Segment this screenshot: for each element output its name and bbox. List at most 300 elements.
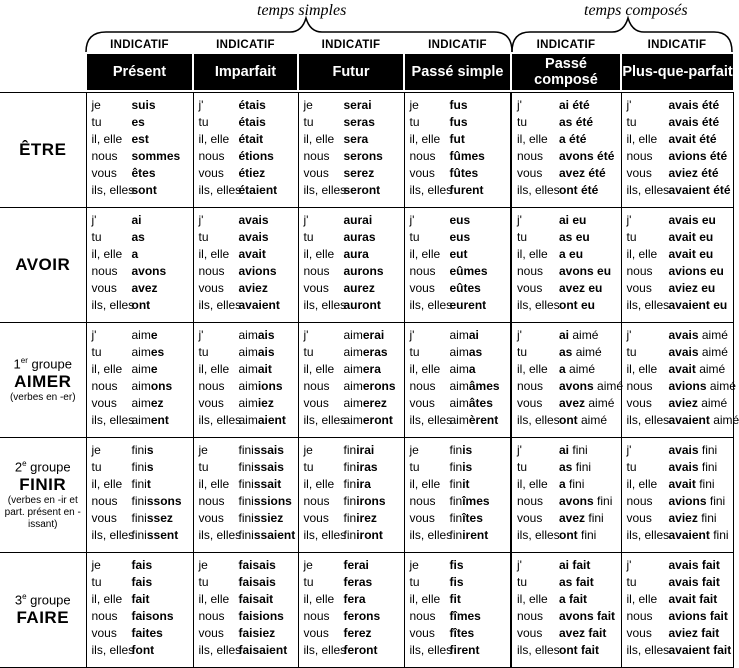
conjugation-line: [625, 574, 733, 591]
pronoun: nous: [409, 264, 436, 278]
verb-row: [0, 438, 733, 553]
verb-note: (verbes en -ir et part. présent en -issant): [4, 494, 81, 530]
tense-group-braces: [0, 0, 735, 40]
conjugation-line: [90, 246, 193, 263]
verb-form: ai: [131, 213, 142, 227]
pronoun: vous: [409, 396, 435, 410]
conjugation-table: [0, 36, 739, 668]
verb-form: ferez: [343, 626, 372, 640]
verb-form: étais: [238, 98, 266, 112]
verb-form: aimez: [131, 396, 164, 410]
conjugation-line: [408, 165, 511, 182]
conjugation-line: [408, 395, 511, 412]
pronoun: ils, elles: [91, 183, 135, 197]
conjugation-line: [625, 442, 733, 459]
pronoun: ils, elles: [198, 298, 242, 312]
pronoun: ils, elles: [303, 413, 347, 427]
tense-header: Passé simple: [404, 54, 511, 90]
verb-row: [0, 323, 733, 438]
conjugation-line: [515, 591, 621, 608]
verb-form: avais fait: [668, 558, 720, 572]
group-label-compose: temps composés: [584, 2, 688, 19]
verb-form: a eu: [559, 247, 584, 261]
pronoun: il, elle: [517, 247, 548, 261]
verb-form: finirez: [343, 511, 377, 525]
verb-form: avez fini: [559, 511, 604, 525]
pronoun: j': [517, 443, 522, 457]
pronoun: nous: [409, 149, 436, 163]
verb-form: fis: [449, 575, 464, 589]
pronoun: vous: [517, 396, 543, 410]
conjugation-line: [90, 97, 193, 114]
verb-form: finirons: [343, 494, 386, 508]
verb-infinitive: ÊTRE: [19, 140, 67, 159]
pronoun: il, elle: [517, 592, 548, 606]
conjugation-cell: [298, 553, 404, 668]
conjugation-line: [625, 148, 733, 165]
verb-form: font: [131, 643, 155, 657]
conjugation-line: [90, 625, 193, 642]
verb-form: avaient fait: [668, 643, 732, 657]
conjugation-line: [408, 459, 511, 476]
pronoun: nous: [409, 379, 436, 393]
verb-form: eûmes: [449, 264, 488, 278]
conjugation-line: [302, 608, 404, 625]
conjugation-cell: [404, 323, 511, 438]
pronoun: vous: [91, 166, 117, 180]
verb-form: aimions: [238, 379, 283, 393]
verb-form: aviez aimé: [668, 396, 728, 410]
pronoun: ils, elles: [517, 298, 560, 312]
verb-form: fîtes: [449, 626, 475, 640]
verb-form: fûtes: [449, 166, 479, 180]
verb-form: finissons: [131, 494, 182, 508]
conjugation-line: [90, 574, 193, 591]
conjugation-line: [515, 361, 621, 378]
conjugation-line: [515, 608, 621, 625]
mood-label: INDICATIF: [110, 39, 169, 51]
pronoun: nous: [303, 494, 330, 508]
conjugation-line: [515, 510, 621, 527]
verb-form: avons fait: [559, 609, 616, 623]
conjugation-line: [90, 263, 193, 280]
pronoun: ils, elles: [198, 528, 242, 542]
pronoun: ils, elles: [626, 643, 670, 657]
pronoun: nous: [517, 609, 544, 623]
pronoun: nous: [303, 379, 330, 393]
pronoun: tu: [303, 115, 314, 129]
group-label-simple: temps simples: [257, 2, 347, 19]
pronoun: nous: [198, 494, 225, 508]
verb-form: aurai: [343, 213, 373, 227]
conjugation-line: [408, 574, 511, 591]
verb-form: avais fait: [668, 575, 720, 589]
conjugation-line: [197, 361, 298, 378]
conjugation-line: [197, 412, 298, 429]
pronoun: tu: [198, 460, 209, 474]
conjugation-line: [90, 361, 193, 378]
verb-form: aimes: [131, 345, 165, 359]
conjugation-line: [408, 148, 511, 165]
conjugation-line: [90, 557, 193, 574]
verb-form: était: [238, 132, 264, 146]
conjugation-cell: [511, 323, 624, 438]
conjugation-line: [197, 608, 298, 625]
verb-form: avait fait: [668, 592, 718, 606]
conjugation-line: [302, 527, 404, 544]
verb-form: finissais: [238, 443, 284, 457]
verb-form: avait été: [668, 132, 717, 146]
conjugation-line: [408, 510, 511, 527]
pronoun: ils, elles: [626, 413, 670, 427]
pronoun: tu: [409, 230, 420, 244]
pronoun: ils, elles: [517, 183, 560, 197]
conjugation-line: [408, 642, 511, 659]
pronoun: il, elle: [91, 362, 123, 376]
pronoun: il, elle: [198, 247, 230, 261]
conjugation-line: [515, 165, 621, 182]
conjugation-line: [408, 344, 511, 361]
conjugation-line: [90, 412, 193, 429]
verb-form: auront: [343, 298, 381, 312]
conjugation-line: [90, 212, 193, 229]
pronoun: il, elle: [409, 362, 441, 376]
pronoun: tu: [626, 575, 637, 589]
pronoun: tu: [409, 115, 420, 129]
conjugation-line: [302, 361, 404, 378]
pronoun: ils, elles: [198, 183, 242, 197]
verb-form: aviez été: [668, 166, 719, 180]
pronoun: il, elle: [198, 592, 230, 606]
verb-form: avaient eu: [668, 298, 728, 312]
verb-form: ai eu: [559, 213, 587, 227]
verb-form: seront: [343, 183, 381, 197]
pronoun: vous: [409, 166, 435, 180]
conjugation-cell: [193, 208, 298, 323]
verb-form: faisait: [238, 592, 274, 606]
verb-form: finissiez: [238, 511, 284, 525]
pronoun: vous: [303, 511, 329, 525]
verb-form: finîmes: [449, 494, 490, 508]
pronoun: vous: [409, 281, 435, 295]
verb-infinitive: FAIRE: [16, 607, 70, 627]
verb-form: feras: [343, 575, 373, 589]
conjugation-line: [515, 327, 621, 344]
conjugation-cell: [511, 93, 621, 208]
verb-form: a fait: [559, 592, 588, 606]
conjugation-cell: [511, 208, 621, 323]
verb-label-cell: [0, 323, 86, 438]
conjugation-line: [197, 97, 298, 114]
verb-form: aimèrent: [449, 413, 499, 427]
conjugation-line: [302, 344, 404, 361]
verb-form: finissait: [238, 477, 282, 491]
conjugation-cell: [298, 438, 404, 553]
pronoun: vous: [626, 626, 652, 640]
verb-form: avais été: [668, 115, 720, 129]
conjugation-line: [625, 229, 733, 246]
verb-note: (verbes en -er): [9, 391, 76, 403]
verb-form: eurent: [449, 298, 487, 312]
conjugation-line: [625, 378, 736, 395]
verb-form: aimerons: [343, 379, 396, 393]
pronoun: nous: [198, 149, 225, 163]
conjugation-cell: [298, 323, 404, 438]
verb-infinitive: AIMER: [14, 371, 72, 391]
verb-form: avions été: [668, 149, 728, 163]
verb-form: aimerez: [343, 396, 387, 410]
conjugation-cell: [86, 323, 193, 438]
pronoun: il, elle: [517, 132, 548, 146]
verb-form: aime: [131, 328, 158, 342]
pronoun: je: [303, 558, 313, 572]
pronoun: nous: [626, 379, 653, 393]
conjugation-line: [90, 280, 193, 297]
verb-form: fut: [449, 132, 465, 146]
verb-form: fîmes: [449, 609, 481, 623]
conjugation-line: [515, 148, 621, 165]
verb-form: eus: [449, 213, 471, 227]
conjugation-line: [197, 493, 298, 510]
conjugation-line: [515, 493, 621, 510]
verb-form: as fait: [559, 575, 594, 589]
verb-form: avais fini: [668, 460, 718, 474]
pronoun: il, elle: [626, 362, 658, 376]
pronoun: tu: [626, 460, 637, 474]
conjugation-line: [197, 280, 298, 297]
conjugation-line: [302, 442, 404, 459]
conjugation-line: [90, 510, 193, 527]
pronoun: nous: [626, 264, 653, 278]
conjugation-line: [408, 493, 511, 510]
conjugation-line: [408, 378, 511, 395]
conjugation-line: [197, 263, 298, 280]
pronoun: ils, elles: [303, 183, 347, 197]
conjugation-line: [625, 327, 733, 344]
verb-form: aimais: [238, 345, 275, 359]
conjugation-line: [515, 280, 621, 297]
conjugation-line: [408, 297, 511, 314]
conjugation-line: [625, 493, 733, 510]
conjugation-line: [197, 297, 298, 314]
pronoun: ils, elles: [303, 298, 347, 312]
verb-form: faisaient: [238, 643, 288, 657]
conjugation-line: [90, 459, 193, 476]
verb-form: avaient: [238, 298, 280, 312]
verb-form: sont: [131, 183, 157, 197]
verb-form: étions: [238, 149, 274, 163]
verb-form: avons aimé: [559, 379, 624, 393]
conjugation-line: [302, 476, 404, 493]
conjugation-line: [302, 378, 404, 395]
pronoun: vous: [517, 166, 543, 180]
conjugation-line: [302, 229, 404, 246]
verb-form: aimaient: [238, 413, 286, 427]
verb-form: aimiez: [238, 396, 274, 410]
verb-row: [0, 208, 733, 323]
pronoun: je: [91, 98, 101, 112]
pronoun: il, elle: [303, 362, 335, 376]
conjugation-line: [515, 263, 621, 280]
verb-label-cell: [0, 438, 86, 553]
conjugation-line: [302, 591, 404, 608]
conjugation-line: [90, 229, 193, 246]
conjugation-line: [408, 527, 511, 544]
verb-form: avais fini: [668, 443, 718, 457]
verb-form: firent: [449, 643, 480, 657]
conjugation-line: [90, 297, 193, 314]
verb-form: finira: [343, 477, 371, 491]
verb-form: avait: [238, 247, 266, 261]
pronoun: il, elle: [409, 247, 441, 261]
verb-form: finîtes: [449, 511, 483, 525]
conjugation-cell: [86, 553, 193, 668]
verb-form: avaient fini: [668, 528, 729, 542]
verb-form: finirent: [449, 528, 489, 542]
verb-form: aimai: [449, 328, 479, 342]
verb-form: avait aimé: [668, 362, 726, 376]
pronoun: j': [198, 98, 204, 112]
conjugation-line: [90, 476, 193, 493]
pronoun: ils, elles: [409, 413, 453, 427]
pronoun: j': [517, 558, 522, 572]
pronoun: vous: [303, 281, 329, 295]
verb-form: avions fait: [668, 609, 728, 623]
conjugation-line: [197, 510, 298, 527]
verb-form: es: [131, 115, 145, 129]
pronoun: j': [91, 213, 97, 227]
conjugation-line: [302, 493, 404, 510]
verb-form: ont fait: [559, 643, 599, 657]
conjugation-line: [515, 476, 621, 493]
conjugation-line: [197, 574, 298, 591]
mood-label: INDICATIF: [536, 39, 596, 51]
verb-form: a été: [559, 132, 587, 146]
conjugation-line: [408, 229, 511, 246]
pronoun: nous: [91, 149, 118, 163]
pronoun: nous: [626, 494, 653, 508]
pronoun: il, elle: [303, 477, 335, 491]
pronoun: vous: [626, 396, 652, 410]
conjugation-cell: [86, 208, 193, 323]
conjugation-line: [625, 642, 733, 659]
conjugation-line: [90, 114, 193, 131]
conjugation-line: [625, 591, 733, 608]
pronoun: nous: [303, 149, 330, 163]
verb-form: fait: [131, 592, 150, 606]
pronoun: vous: [303, 626, 329, 640]
verb-form: avait eu: [668, 247, 714, 261]
verb-form: aimerai: [343, 328, 385, 342]
conjugation-cell: [193, 438, 298, 553]
conjugation-cell: [193, 323, 298, 438]
verb-form: aime: [131, 362, 158, 376]
pronoun: il, elle: [303, 132, 335, 146]
conjugation-line: [625, 97, 733, 114]
pronoun: nous: [198, 264, 225, 278]
conjugation-line: [408, 97, 511, 114]
conjugation-line: [625, 297, 733, 314]
pronoun: ils, elles: [626, 298, 670, 312]
conjugation-line: [625, 395, 733, 412]
verb-form: étiez: [238, 166, 266, 180]
conjugation-cell: [298, 93, 404, 208]
conjugation-line: [197, 327, 298, 344]
pronoun: tu: [91, 575, 102, 589]
conjugation-line: [515, 574, 621, 591]
mood-label: INDICATIF: [647, 39, 707, 51]
pronoun: je: [198, 443, 208, 457]
pronoun: il, elle: [626, 247, 658, 261]
conjugation-line: [515, 97, 621, 114]
conjugation-line: [625, 625, 733, 642]
conjugation-line: [302, 263, 404, 280]
conjugation-cell: [621, 553, 733, 668]
conjugation-line: [197, 642, 298, 659]
pronoun: il, elle: [303, 592, 335, 606]
conjugation-line: [197, 459, 298, 476]
pronoun: j': [626, 443, 632, 457]
conjugation-cell: [404, 438, 511, 553]
conjugation-line: [408, 212, 511, 229]
conjugation-line: [302, 148, 404, 165]
verb-form: avait eu: [668, 230, 714, 244]
conjugation-line: [625, 344, 733, 361]
conjugation-cell: [621, 323, 739, 438]
pronoun: nous: [517, 379, 544, 393]
pronoun: nous: [517, 264, 544, 278]
pronoun: tu: [517, 575, 528, 589]
conjugation-line: [515, 625, 621, 642]
verb-form: avons: [131, 264, 167, 278]
conjugation-cell: [621, 438, 733, 553]
verb-form: sommes: [131, 149, 181, 163]
conjugation-line: [302, 297, 404, 314]
conjugation-line: [90, 131, 193, 148]
conjugation-line: [515, 297, 621, 314]
conjugation-line: [625, 527, 733, 544]
verb-form: ont eu: [559, 298, 596, 312]
pronoun: vous: [198, 626, 224, 640]
conjugation-line: [515, 557, 621, 574]
conjugation-line: [515, 395, 621, 412]
pronoun: tu: [303, 460, 314, 474]
conjugation-line: [408, 442, 511, 459]
verb-form: avais: [238, 230, 269, 244]
pronoun: tu: [198, 345, 209, 359]
verb-form: avais: [238, 213, 269, 227]
verb-form: avons eu: [559, 264, 612, 278]
verb-form: avons été: [559, 149, 615, 163]
tense-header: Imparfait: [193, 54, 298, 90]
pronoun: il, elle: [91, 477, 123, 491]
conjugation-line: [302, 182, 404, 199]
conjugation-line: [302, 165, 404, 182]
verb-form: avais été: [668, 98, 720, 112]
conjugation-cell: [193, 93, 298, 208]
conjugation-line: [197, 182, 298, 199]
conjugation-line: [197, 625, 298, 642]
pronoun: vous: [517, 626, 543, 640]
verb-form: avions fini: [668, 494, 726, 508]
pronoun: nous: [91, 609, 118, 623]
verb-form: finissions: [238, 494, 292, 508]
pronoun: nous: [409, 494, 436, 508]
mood-label: INDICATIF: [428, 39, 487, 51]
conjugation-line: [515, 246, 621, 263]
verb-form: finis: [131, 443, 154, 457]
pronoun: je: [91, 558, 101, 572]
